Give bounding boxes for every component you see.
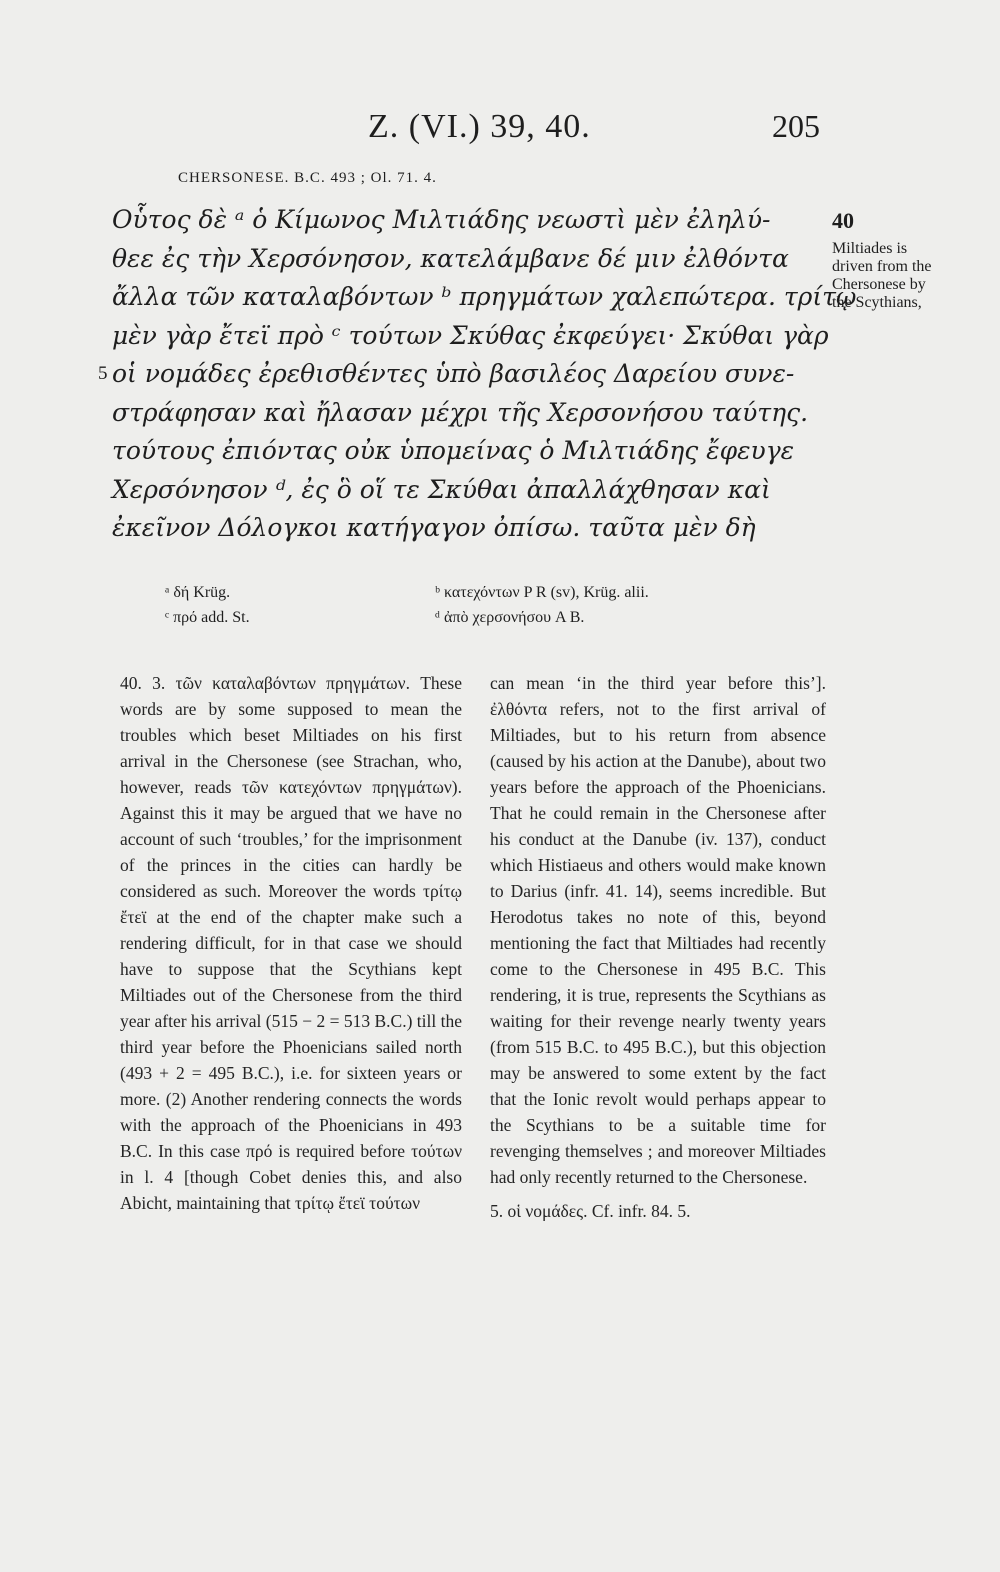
commentary-paragraph: can mean ‘in the third year before this’]. ἐλθόντα refers, not to the first arrival of Miltiades, but to his return from absence (caused by his action at the Danube), about two years before the approach of the Phoenicians. That he could remain in the Chersonese after his conduct at the Danube (iv. 137), conduct which Histiaeus and others would make known to Darius (infr. 41. 14), seems incredible. But Herodotus takes no note of this, beyond mentioning the fact that Miltiades had recently come to the Chersonese in 495 B.C. This rendering, it is true, represents the Scythians as waiting for their revenge nearly twenty years (from 515 B.C. to 495 B.C.), but this objection may be answered to some extent by the fact that the Ionic revolt would perhaps appear to the Scythians to be a suitable time for revenging themselves ; and moreover Miltiades had only recently returned to the Chersonese. xyxy=(490,673,826,1187)
commentary-note: 5. οἱ νομάδες. Cf. infr. 84. 5. xyxy=(490,1201,691,1221)
page-number: 205 xyxy=(772,108,820,144)
greek-line-text: οἱ νομάδες ἐρεθισθέντες ὑπὸ βασιλέος Δαρείου συνε- xyxy=(112,359,795,388)
greek-line: θεε ἐς τὴν Χερσόνησον, κατελάμβανε δέ μιν ἐλθόντα xyxy=(112,243,789,273)
line-number: 5 xyxy=(98,363,108,384)
greek-line: ἐκεῖνον Δόλογκοι κατήγαγον ὀπίσω. ταῦτα μὲν δὴ xyxy=(112,513,756,542)
apparatus-row xyxy=(165,609,815,634)
margin-note: Miltiades is driven from the Chersonese by the Scythians, xyxy=(832,240,932,311)
greek-line: στράφησαν καὶ ἤλασαν μέχρι τῆς Χερσονήσου ταύτης. xyxy=(112,397,809,427)
apparatus-note: ᵇ κατεχόντων P R (sv), Krüg. alii. xyxy=(435,584,649,601)
apparatus-note: ᵈ ἀπὸ χερσονήσου A B. xyxy=(435,609,585,626)
page-title: Z. (VI.) 39, 40. xyxy=(368,108,591,145)
greek-line: μὲν γὰρ ἔτεϊ πρὸ ᶜ τούτων Σκύθας ἐκφεύγει· Σκύθαι γὰρ xyxy=(112,320,829,350)
apparatus-criticus xyxy=(165,584,815,634)
greek-line: Οὗτος δὲ ᵃ ὁ Κίμωνος Μιλτιάδης νεωστὶ μὲν ἐληλύ- xyxy=(112,205,771,234)
greek-line: Χερσόνησον ᵈ, ἐς ὃ οἵ τε Σκύθαι ἀπαλλάχθησαν καὶ xyxy=(112,474,771,504)
apparatus-note: ᵃ δή Krüg. xyxy=(165,584,231,601)
commentary-right-column xyxy=(490,670,826,1224)
greek-line: ἄλλα τῶν καταλαβόντων ᵇ πρηγμάτων χαλεπώτερα. τρίτῳ xyxy=(112,282,857,311)
greek-line-5 xyxy=(98,355,837,394)
apparatus-row xyxy=(165,584,815,609)
apparatus-note: ᶜ πρό add. St. xyxy=(165,609,250,626)
section-heading: CHERSONESE. B.C. 493 ; Ol. 71. 4. xyxy=(178,170,437,186)
greek-line: τούτους ἐπιόντας οὐκ ὑπομείνας ὁ Μιλτιάδης ἔφευγε xyxy=(112,436,795,465)
commentary-left-column xyxy=(120,670,462,1216)
running-head xyxy=(0,100,1000,150)
commentary-paragraph: 40. 3. τῶν καταλαβόντων πρηγμάτων. These words are by some supposed to mean the troubles which beset Miltiades on his first arrival in the Chersonese (see Strachan, who, however, reads τῶν κατεχόντων πρηγμάτων). Against this it may be argued that we have no account of such ‘troubles,’ for the imprisonment of the princes in the cities can hardly be considered as such. Moreover the words τρίτῳ ἔτεϊ at the end of the chapter make such a rendering difficult, for in that case we should have to suppose that the Scythians kept Miltiades out of the Chersonese from the third year after his arrival (515 − 2 = 513 B.C.) till the third year before the Phoenicians sailed north (493 + 2 = 495 B.C.), i.e. for sixteen years or more. (2) Another rendering connects the words with the approach of the Phoenicians in 493 B.C. In this case πρό is required before τούτων in l. 4 [though Cobet denies this, and also Abicht, maintaining that τρίτῳ ἔτεϊ τούτων xyxy=(120,673,462,1213)
chapter-number: 40 xyxy=(832,208,854,233)
